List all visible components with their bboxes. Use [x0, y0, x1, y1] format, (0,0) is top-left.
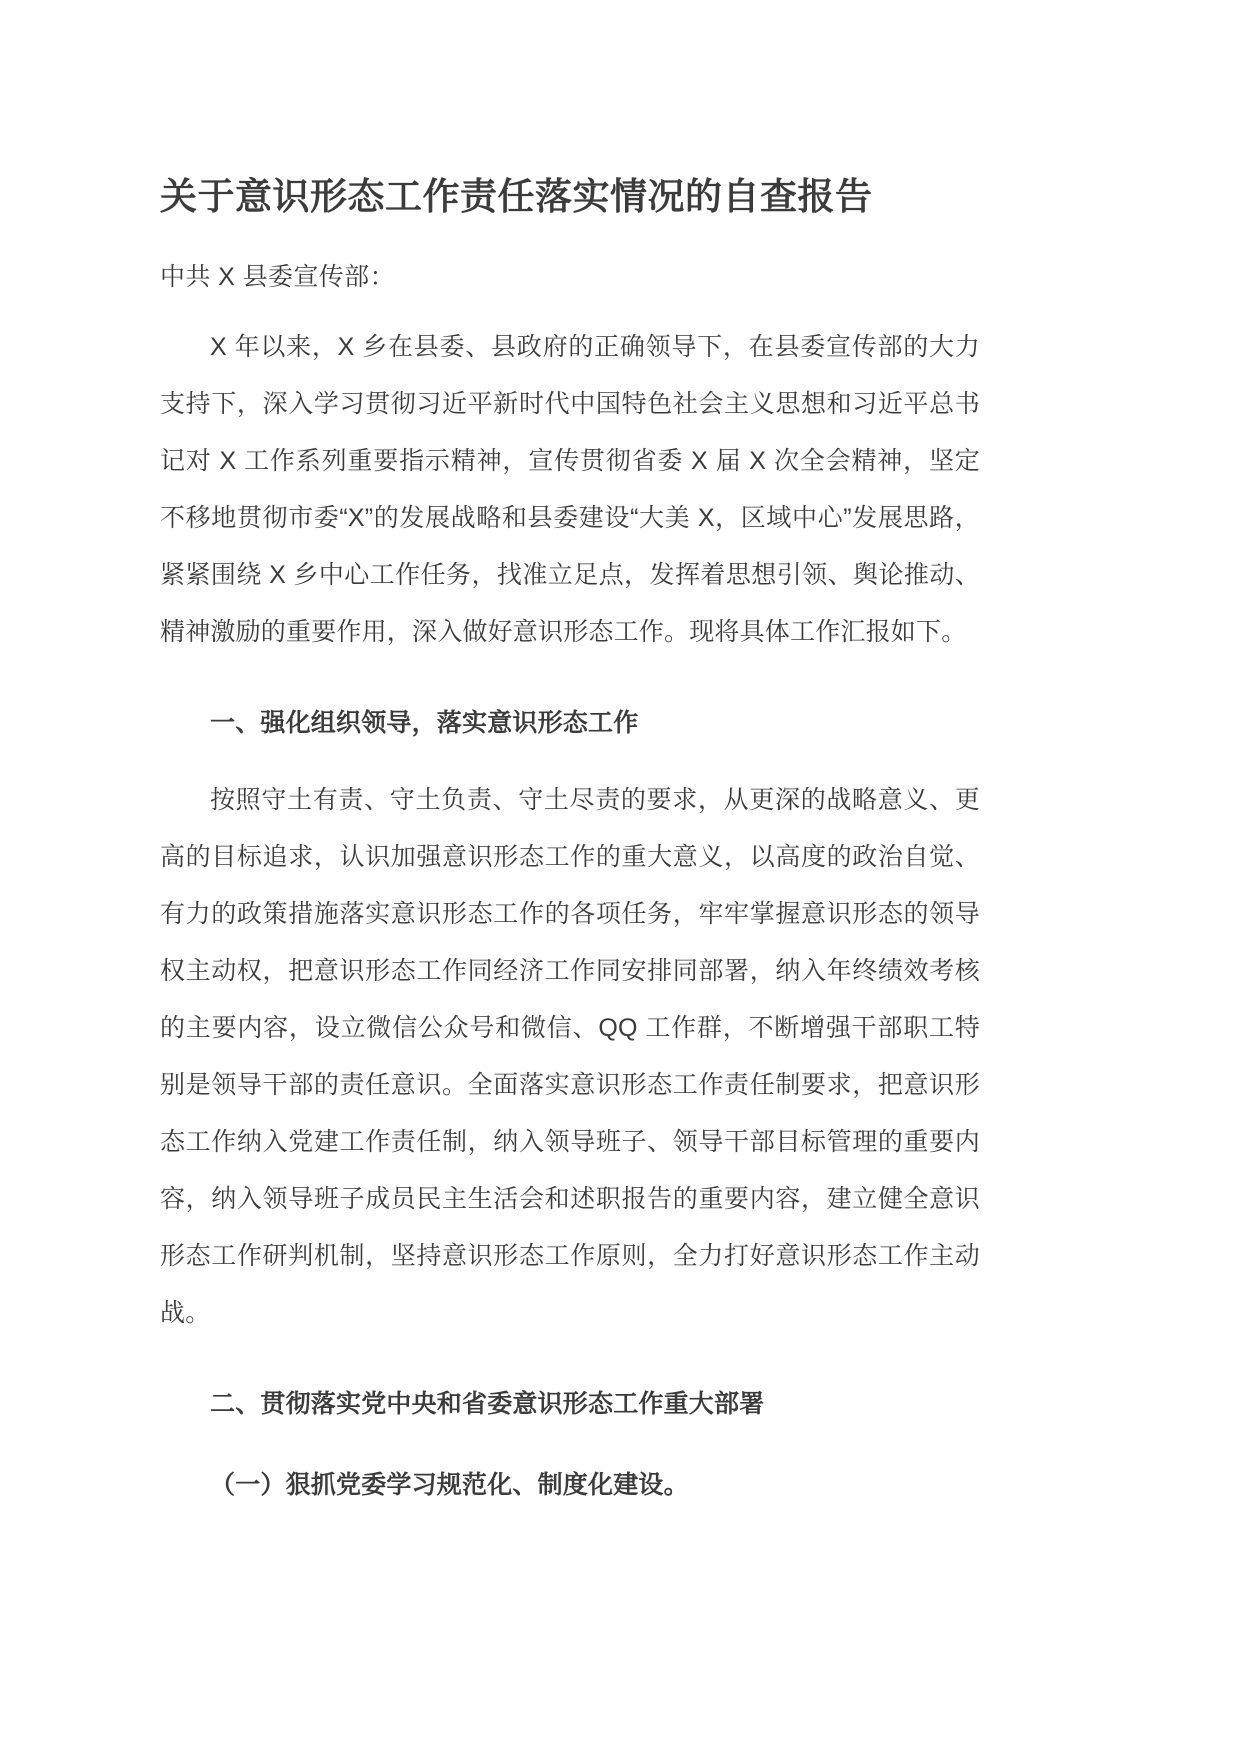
paragraph-intro: X 年以来，X 乡在县委、县政府的正确领导下，在县委宣传部的大力支持下，深入学习贯彻习近平新时代中国特色社会主义思想和习近平总书记对 X 工作系列重要指示精神，宣传贯彻省委 X 届 X 次全会精神，坚定不移地贯彻市委“X”的发展战略和县委建设“大美 X，区域中心”发展思路，紧紧围绕 X 乡中心工作任务，找准立足点，发挥着思想引领、舆论推动、精神激励的重要作用，深入做好意识形态工作。现将具体工作汇报如下。 — [160, 333, 980, 647]
document-content — [160, 0, 980, 1514]
sub-heading-two-one: （一）狠抓党委学习规范化、制度化建设。 — [210, 1471, 689, 1500]
paragraph-section-one: 按照守土有责、守土负责、守土尽责的要求，从更深的战略意义、更高的目标追求，认识加强意识形态工作的重大意义，以高度的政治自觉、有力的政策措施落实意识形态工作的各项任务，牢牢掌握意识形态的领导权主动权，把意识形态工作同经济工作同安排同部署，纳入年终绩效考核的主要内容，设立微信公众号和微信、QQ 工作群，不断增强干部职工特别是领导干部的责任意识。全面落实意识形态工作责任制要求，把意识形态工作纳入党建工作责任制，纳入领导班子、领导干部目标管理的重要内容，纳入领导班子成员民主生活会和述职报告的重要内容，建立健全意识形态工作研判机制，坚持意识形态工作原则，全力打好意识形态工作主动战。 — [160, 786, 980, 1328]
recipient-line: 中共 X 县委宣传部： — [160, 263, 395, 292]
section-heading-two: 二、贯彻落实党中央和省委意识形态工作重大部署 — [210, 1390, 765, 1419]
section-heading-one: 一、强化组织领导，落实意识形态工作 — [210, 709, 639, 738]
page-title: 关于意识形态工作责任落实情况的自查报告 — [160, 176, 873, 217]
